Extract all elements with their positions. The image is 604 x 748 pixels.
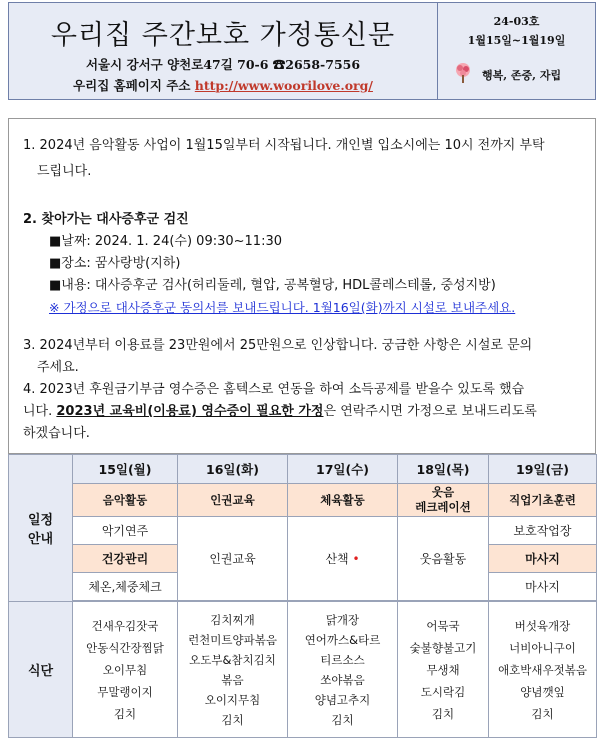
notice-item-2-date: ■날짜: 2024. 1. 24(수) 09:30~11:30	[49, 234, 282, 249]
issue-info-area	[438, 3, 595, 99]
meal-item: 김치	[531, 706, 554, 721]
issue-dates: 1월15일~1월19일	[467, 34, 566, 47]
notice-box	[8, 118, 596, 454]
meal-item: 도시락김	[420, 684, 466, 699]
day-header-thu: 18일(목)	[398, 455, 489, 484]
wed-activity: 산책	[325, 552, 349, 566]
page-title: 우리집 주간보호 가정통신문	[50, 20, 396, 51]
meal-tue	[178, 602, 288, 738]
newsletter-header	[8, 2, 596, 100]
meal-item: 무생채	[426, 662, 460, 677]
notice-item-2-title: 2. 찾아가는 대사증후군 검진	[23, 212, 189, 227]
meal-item: 숯불향불고기	[409, 640, 477, 655]
meal-thu	[398, 602, 489, 738]
program-thu: 웃음 레크레이션	[398, 484, 489, 517]
meal-item: 안동식간장찜닭	[86, 640, 164, 655]
flower-tree-icon	[452, 61, 474, 83]
meal-item: 양념고추지	[314, 692, 371, 707]
meal-item: 연어까스&타르	[304, 632, 381, 647]
meal-item: 어묵국	[426, 618, 460, 633]
address-phone: 서울시 강서구 양천로47길 70-6 ☎2658-7556	[85, 57, 361, 72]
notice-item-3-line-1: 3. 2024년부터 이용료를 23만원에서 25만원으로 인상합니다. 궁금한 사항은 시설로 문의	[23, 338, 533, 353]
day-header-fri: 19일(금)	[489, 455, 597, 484]
meal-item: 너비아니구이	[509, 640, 576, 655]
meal-item: 오도부&참치김치	[189, 652, 276, 667]
tue-activity: 인권교육	[178, 517, 288, 601]
notice-item-2-note: ※ 가정으로 대사증후군 동의서를 보내드립니다. 1월16일(화)까지 시설로 보내주세요.	[49, 300, 516, 315]
program-mon: 음악활동	[73, 484, 178, 517]
issue-number: 24-03호	[493, 15, 540, 28]
meal-item: 런천미트양파볶음	[188, 632, 277, 647]
notice-item-4-bold: 2023년 교육비(이용료) 영수증이 필요한 가정	[56, 404, 324, 419]
fri-activity-2: 마사지	[489, 545, 597, 573]
notice-item-4-line-3: 하겠습니다.	[23, 426, 90, 441]
fri-activity-3: 마사지	[489, 573, 597, 601]
meal-item: 오이무침	[102, 662, 148, 677]
motto: 행복, 존중, 자립	[482, 69, 562, 82]
day-header-mon: 15일(월)	[73, 455, 178, 484]
meal-item: 닭개장	[325, 612, 360, 627]
meal-mon	[73, 602, 178, 738]
meal-item: 무말랭이지	[97, 684, 153, 699]
header-title-area	[9, 3, 438, 99]
meal-label: 식단	[9, 602, 73, 738]
meal-item: 쏘야볶음	[320, 672, 365, 687]
wed-activity-cell	[288, 517, 398, 601]
meal-item: 건새우김잣국	[91, 618, 159, 633]
homepage-line	[9, 76, 437, 94]
notice-item-2-place: ■장소: 꿈사랑방(지하)	[49, 256, 181, 271]
notice-item-4-line-1: 4. 2023년 후원금기부금 영수증은 홈텍스로 연동을 하여 소득공제를 받을수 있도록 했습	[23, 382, 525, 397]
meal-item: 오이지무침	[204, 692, 261, 707]
meal-item: 애호박새우젓볶음	[498, 662, 587, 677]
meal-wed	[288, 602, 398, 738]
meal-item: 김치찌개	[210, 612, 255, 627]
notice-item-4-pre: 니다.	[23, 404, 57, 419]
meal-item: 김치	[331, 712, 354, 727]
mon-activity-3: 체온,체중체크	[73, 573, 178, 601]
program-tue: 인권교육	[178, 484, 288, 517]
program-wed: 체육활동	[288, 484, 398, 517]
notice-item-3-line-2: 주세요.	[37, 360, 79, 375]
red-dot-icon: •	[352, 552, 360, 566]
notice-item-4-post: 은 연락주시면 가정으로 보내드리도록	[323, 404, 537, 419]
fri-activity-1: 보호작업장	[489, 517, 597, 545]
day-header-tue: 16일(화)	[178, 455, 288, 484]
notice-item-1-line-1: 1. 2024년 음악활동 사업이 1월15일부터 시작됩니다. 개인별 입소시에는 10시 전까지 부탁	[23, 138, 545, 153]
homepage-link[interactable]: http://www.woorilove.org/	[194, 78, 373, 93]
meal-item: 티르소스	[320, 652, 365, 667]
homepage-label: 우리집 홈페이지 주소	[73, 78, 191, 93]
weekly-schedule-table	[8, 454, 597, 738]
meal-item: 김치	[431, 706, 455, 721]
meal-item: 버섯육개장	[514, 618, 571, 633]
mon-activity-1: 악기연주	[73, 517, 178, 545]
meal-item: 양념깻잎	[520, 684, 565, 699]
meal-fri	[489, 602, 597, 738]
meal-item: 김치	[221, 712, 244, 727]
mon-activity-2: 건강관리	[73, 545, 178, 573]
notice-item-4-line-2	[23, 399, 537, 425]
notice-item-2-content: ■내용: 대사증후군 검사(허리둘레, 혈압, 공복혈당, HDL콜레스테롤, 중성지방)	[49, 278, 496, 293]
schedule-label: 일정 안내	[9, 455, 73, 602]
program-fri: 직업기초훈련	[489, 484, 597, 517]
meal-item: 볶음	[221, 672, 244, 687]
day-header-wed: 17일(수)	[288, 455, 398, 484]
thu-activity: 웃음활동	[398, 517, 489, 601]
meal-item: 김치	[113, 706, 137, 721]
notice-item-1-line-2: 드립니다.	[37, 164, 92, 179]
